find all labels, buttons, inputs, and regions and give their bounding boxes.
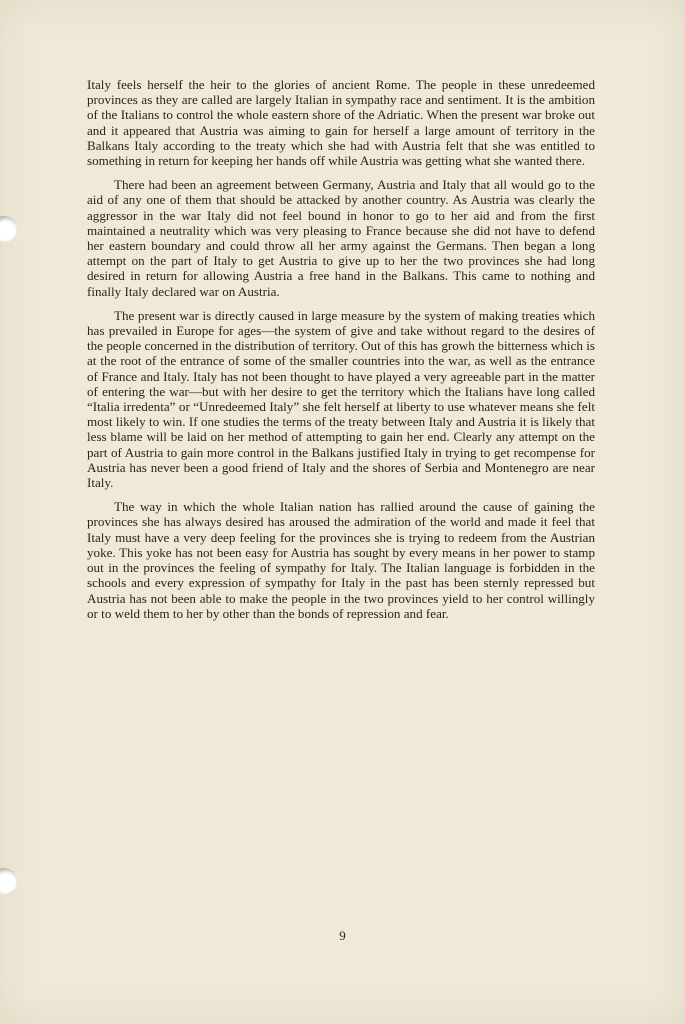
paragraph-3: The present war is directly caused in large measure by the system of making treaties which has prevailed in Europe for ages—the system of give and take without regard to the desires of the people concerned in the distribution of territory. Out of this has growh the bitterness which is at the root of the entrance of some of the smaller countries into the war, as well as the entrance of France and Italy. Italy has not been thought to have played a very agreeable part in the matter of entering the war—but with her desire to get the territory which the Italians have long called “Italia irredenta” or “Unredeemed Italy” she felt herself at liberty to use whatever means she felt most likely to win. If one studies the terms of the treaty between Italy and Austria it is likely that less blame will be laid on her method of attempting to gain her end. Clearly any attempt on the part of Austria to gain more control in the Balkans justified Italy in trying to get recompense for Austria has never been a good friend of Italy and the shores of Serbia and Montenegro are near Italy. xyxy=(87,307,595,491)
page-number: 9 xyxy=(339,928,346,943)
punch-hole-top xyxy=(0,216,17,242)
paragraph-4: The way in which the whole Italian nation has rallied around the cause of gaining the provinces she has always desired has aroused the admiration of the world and made it feel that Italy must have a very deep feeling for the provinces she is trying to redeem from the Austrian yoke. This yoke has not been easy for Austria has sought by every means in her power to stamp out in the provinces the feeling of sympathy for Italy. The Italian language is forbidden in the schools and every expression of sympathy for Italy in the past has been sternly repressed but Austria has not been able to make the people in the two provinces yield to her control willingly or to weld them to her by other than the bonds of repression and fear. xyxy=(87,499,595,621)
paragraph-1: Italy feels herself the heir to the glories of ancient Rome. The people in these unredeemed provinces as they are called are largely Italian in sympathy race and sentiment. It is the ambition of the Italians to control the whole eastern shore of the Adriatic. When the present war broke out and it appeared that Austria was aiming to gain for herself a large amount of territory in the Balkans Italy according to the treaty which she had with Austria felt that she was entitled to something in return for keeping her hands off while Austria was getting what she wanted there. xyxy=(87,77,595,169)
paragraph-2: There had been an agreement between Germany, Austria and Italy that all would go to the aid of any one of them that should be attacked by another country. As Austria was clearly the aggressor in the war Italy did not feel bound in honor to go to her aid and from the first maintained a neutrality which was very pleasing to France because she did not have to defend her eastern boundary and could throw all her army against the Germans. Then began a long attempt on the part of Italy to get Austria to give up to her the two provinces she had long desired in return for allowing Austria a free hand in the Balkans. This came to nothing and finally Italy declared war on Austria. xyxy=(87,177,595,299)
body-text xyxy=(87,77,595,630)
punch-hole-bottom xyxy=(0,868,17,894)
